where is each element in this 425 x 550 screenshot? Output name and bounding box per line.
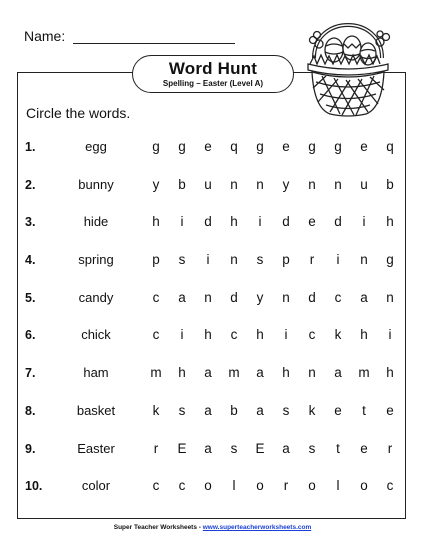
- letter-cell[interactable]: i: [180, 214, 184, 230]
- letter-cell[interactable]: a: [204, 365, 212, 381]
- letter-cell[interactable]: c: [152, 327, 160, 343]
- letter-cell[interactable]: o: [308, 478, 316, 494]
- letter-cell[interactable]: p: [152, 252, 160, 268]
- letter-cell[interactable]: g: [178, 139, 186, 154]
- letter-cell[interactable]: n: [204, 289, 212, 305]
- letter-cell[interactable]: r: [283, 478, 289, 494]
- word-row: [0, 435, 425, 473]
- row-number: 6.: [25, 328, 36, 343]
- name-label: Name:: [24, 28, 66, 44]
- word-row: [0, 208, 425, 246]
- letter-cell[interactable]: p: [282, 252, 290, 268]
- letter-cell[interactable]: n: [256, 176, 264, 192]
- letter-cell[interactable]: e: [386, 402, 394, 418]
- letter-cell[interactable]: b: [178, 176, 186, 192]
- letter-cell[interactable]: m: [358, 365, 370, 381]
- letter-cell[interactable]: h: [386, 214, 394, 230]
- letter-cell[interactable]: q: [230, 139, 238, 154]
- letter-cell[interactable]: g: [256, 139, 264, 154]
- title-banner: [132, 55, 294, 93]
- footer-link[interactable]: www.superteacherworksheets.com: [202, 524, 312, 531]
- row-number: 1.: [25, 140, 36, 154]
- letter-cell[interactable]: e: [308, 214, 316, 230]
- letter-cell[interactable]: g: [152, 139, 160, 154]
- footer: [0, 524, 425, 531]
- letter-cell[interactable]: s: [178, 252, 186, 268]
- letter-cell[interactable]: m: [150, 365, 162, 381]
- letter-cell[interactable]: h: [360, 327, 368, 343]
- target-word: Easter: [77, 440, 115, 456]
- word-row: [0, 472, 425, 510]
- row-number: 4.: [25, 253, 36, 268]
- letter-cell[interactable]: g: [308, 139, 316, 154]
- letter-cell[interactable]: c: [152, 289, 160, 305]
- letter-cell[interactable]: n: [360, 252, 368, 268]
- letter-cell[interactable]: c: [152, 478, 160, 494]
- letter-cell[interactable]: c: [334, 289, 342, 305]
- letter-cell[interactable]: i: [388, 327, 392, 343]
- target-word: bunny: [78, 176, 114, 192]
- letter-cell[interactable]: h: [230, 214, 238, 230]
- letter-cell[interactable]: i: [336, 252, 340, 268]
- letter-cell[interactable]: a: [256, 365, 264, 381]
- letter-cell[interactable]: m: [228, 365, 240, 381]
- row-number: 2.: [25, 177, 36, 192]
- word-row: [0, 397, 425, 435]
- name-blank-line[interactable]: [73, 32, 235, 44]
- letter-cell[interactable]: a: [282, 440, 290, 456]
- letter-cell[interactable]: r: [309, 252, 315, 268]
- letter-cell[interactable]: n: [386, 289, 394, 305]
- letter-cell[interactable]: u: [360, 176, 368, 192]
- target-word: color: [81, 478, 111, 494]
- word-row: [0, 321, 425, 359]
- row-number: 10.: [25, 479, 43, 494]
- letter-cell[interactable]: q: [386, 139, 394, 154]
- letter-cell[interactable]: g: [386, 252, 394, 268]
- letter-cell[interactable]: r: [153, 440, 159, 456]
- letter-cell[interactable]: s: [308, 440, 316, 456]
- instructions-text: Circle the words.: [26, 105, 131, 121]
- row-number: 3.: [25, 215, 36, 230]
- word-row: [0, 284, 425, 322]
- letter-cell[interactable]: k: [334, 327, 342, 343]
- letter-cell[interactable]: n: [282, 289, 290, 305]
- letter-cell[interactable]: d: [334, 214, 342, 230]
- easter-basket-icon: [300, 8, 396, 120]
- letter-cell[interactable]: i: [284, 327, 288, 343]
- letter-cell[interactable]: k: [308, 402, 316, 418]
- letter-cell[interactable]: c: [178, 478, 186, 494]
- word-row: [0, 246, 425, 284]
- letter-cell[interactable]: y: [282, 176, 290, 192]
- letter-cell[interactable]: u: [204, 176, 212, 192]
- target-word: basket: [76, 402, 116, 418]
- letter-cell[interactable]: l: [232, 478, 236, 494]
- letter-cell[interactable]: b: [230, 402, 238, 418]
- letter-cell[interactable]: d: [230, 289, 238, 305]
- letter-cell[interactable]: e: [360, 139, 368, 154]
- word-row: [0, 171, 425, 209]
- target-word: chick: [81, 327, 111, 343]
- row-number: 9.: [25, 441, 36, 456]
- letter-cell[interactable]: h: [204, 327, 212, 343]
- letter-cell[interactable]: E: [255, 440, 265, 456]
- letter-cell[interactable]: d: [204, 214, 212, 230]
- letter-cell[interactable]: e: [334, 402, 342, 418]
- letter-cell[interactable]: e: [282, 139, 290, 154]
- row-number: 7.: [25, 366, 36, 381]
- letter-cell[interactable]: g: [334, 139, 342, 154]
- letter-cell[interactable]: i: [362, 214, 366, 230]
- letter-cell[interactable]: b: [386, 176, 394, 192]
- letter-cell[interactable]: s: [282, 402, 290, 418]
- letter-cell[interactable]: d: [308, 289, 316, 305]
- letter-cell[interactable]: c: [308, 327, 316, 343]
- letter-cell[interactable]: a: [204, 440, 212, 456]
- letter-cell[interactable]: E: [177, 440, 187, 456]
- letter-cell[interactable]: r: [387, 440, 393, 456]
- letter-cell[interactable]: h: [282, 365, 290, 381]
- letter-cell[interactable]: a: [204, 402, 212, 418]
- letter-cell[interactable]: n: [308, 176, 316, 192]
- letter-cell[interactable]: n: [308, 365, 316, 381]
- letter-cell[interactable]: n: [230, 176, 238, 192]
- letter-cell[interactable]: o: [256, 478, 264, 494]
- letter-cell[interactable]: a: [256, 402, 264, 418]
- footer-brand: Super Teacher Worksheets: [113, 524, 197, 531]
- letter-cell[interactable]: s: [230, 440, 238, 456]
- letter-cell[interactable]: y: [256, 289, 264, 305]
- row-number: 5.: [25, 290, 36, 305]
- letter-cell[interactable]: a: [334, 365, 342, 381]
- page-title: Word Hunt: [168, 59, 258, 78]
- letter-cell[interactable]: a: [360, 289, 368, 305]
- letter-cell[interactable]: i: [180, 327, 184, 343]
- letter-cell[interactable]: o: [360, 478, 368, 494]
- letter-cell[interactable]: h: [152, 214, 160, 230]
- letter-cell[interactable]: e: [360, 440, 368, 456]
- letter-cell[interactable]: n: [230, 252, 238, 268]
- target-word: hide: [83, 214, 109, 230]
- name-row: [24, 28, 235, 44]
- footer-separator: -: [196, 524, 203, 531]
- target-word: candy: [78, 289, 114, 305]
- letter-cell[interactable]: n: [334, 176, 342, 192]
- page-subtitle: Spelling – Easter (Level A): [162, 79, 264, 88]
- word-hunt-list: [0, 133, 425, 510]
- letter-cell[interactable]: h: [386, 365, 394, 381]
- letter-cell[interactable]: d: [282, 214, 290, 230]
- row-number: 8.: [25, 403, 36, 418]
- word-row: [0, 359, 425, 397]
- letter-cell[interactable]: l: [336, 478, 340, 494]
- letter-cell[interactable]: t: [362, 402, 366, 418]
- letter-cell[interactable]: h: [256, 327, 264, 343]
- letter-cell[interactable]: t: [336, 440, 340, 456]
- letter-cell[interactable]: i: [258, 214, 262, 230]
- letter-cell[interactable]: k: [152, 402, 160, 418]
- letter-cell[interactable]: c: [230, 327, 238, 343]
- target-word: ham: [83, 365, 109, 381]
- target-word: spring: [78, 252, 114, 268]
- letter-cell[interactable]: o: [204, 478, 212, 494]
- letter-cell[interactable]: c: [386, 478, 394, 494]
- letter-cell[interactable]: e: [204, 139, 212, 154]
- letter-cell[interactable]: i: [206, 252, 210, 268]
- letter-cell[interactable]: h: [178, 365, 186, 381]
- letter-cell[interactable]: a: [178, 289, 186, 305]
- letter-cell[interactable]: s: [256, 252, 264, 268]
- letter-cell[interactable]: s: [178, 402, 186, 418]
- target-word: egg: [85, 139, 107, 154]
- letter-cell[interactable]: y: [152, 176, 160, 192]
- word-row: [0, 133, 425, 171]
